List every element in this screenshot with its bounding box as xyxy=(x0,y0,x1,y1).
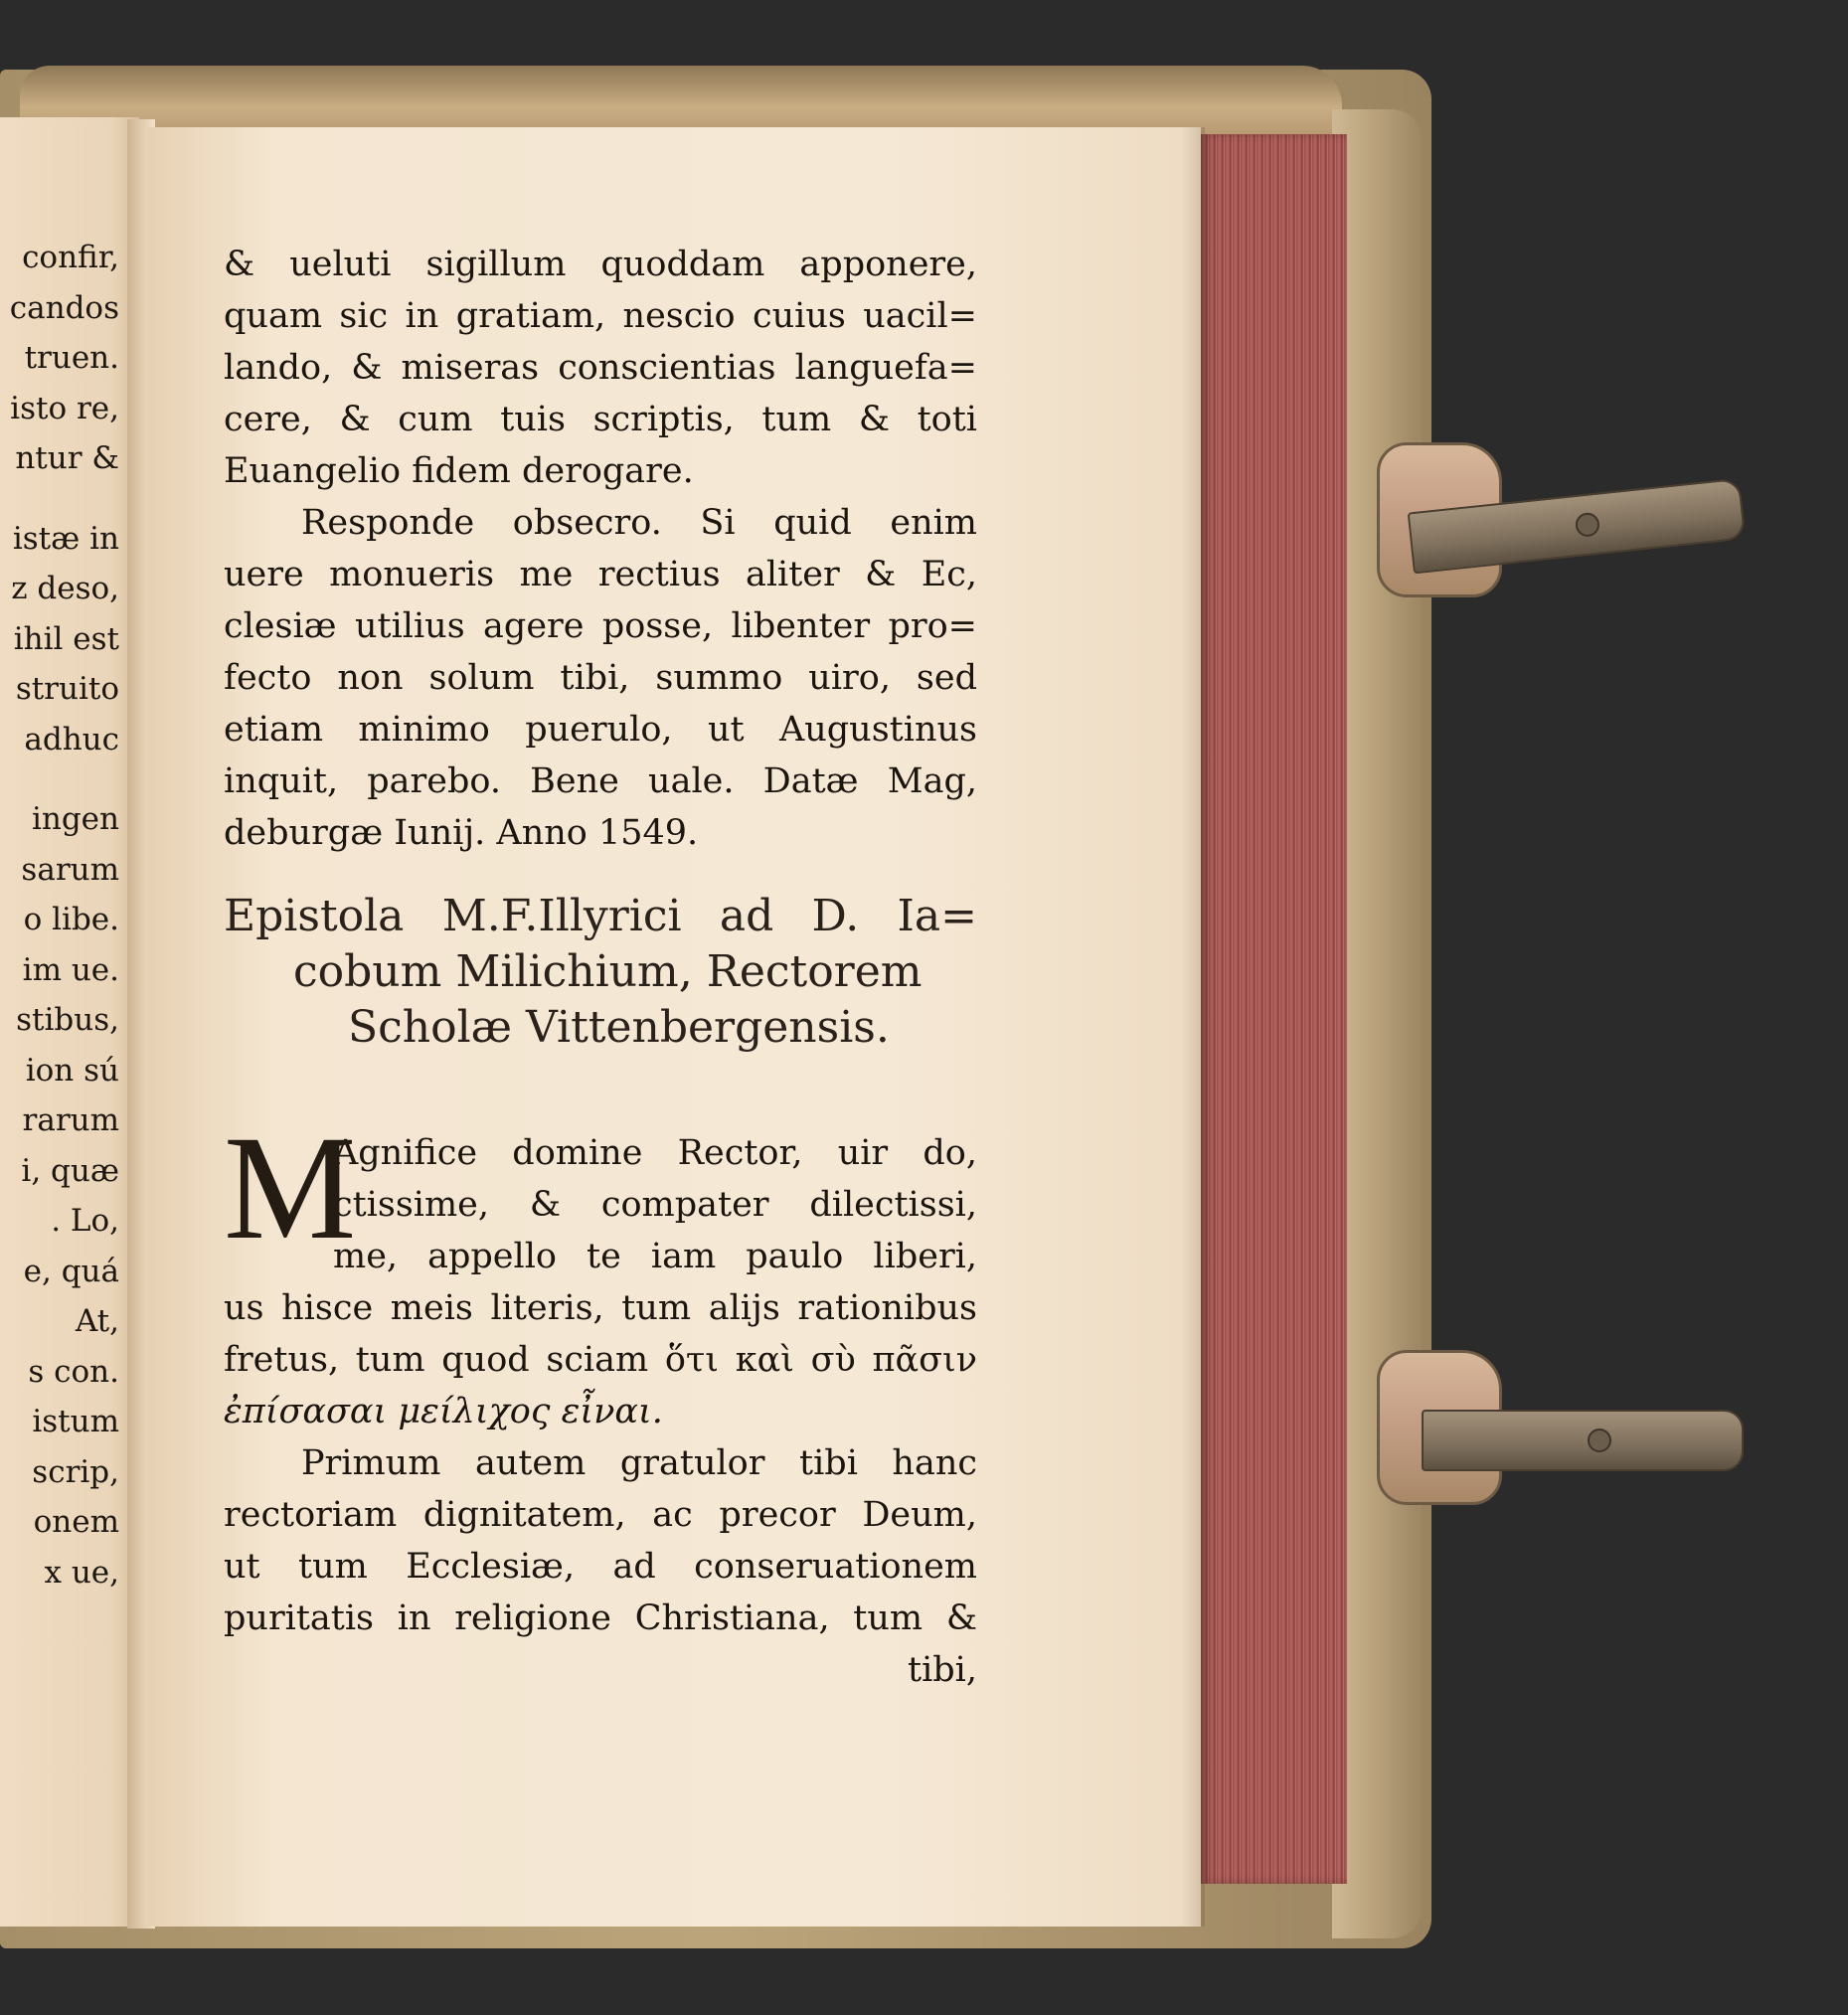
text-line: quam sic in gratiam, nescio cuius uacil= xyxy=(224,296,977,336)
heading-line-3: Scholæ Vittenbergensis. xyxy=(348,1002,890,1053)
left-gap xyxy=(0,764,119,794)
text-line: us hisce meis literis, tum alijs rationibus xyxy=(224,1288,977,1328)
rivet-icon xyxy=(1575,512,1600,538)
left-line: ntur & xyxy=(15,440,119,476)
letter-body xyxy=(224,1105,977,1437)
left-line: istæ in xyxy=(12,520,119,557)
lower-clasp-strap xyxy=(1422,1410,1744,1471)
greek-line: ἐπίσασαι μείλιχος εἶναι. xyxy=(224,1392,663,1431)
left-line: x ue, xyxy=(44,1554,119,1591)
text-line: & ueluti sigillum quoddam apponere, xyxy=(224,245,977,284)
left-line: At, xyxy=(75,1303,119,1339)
paragraph-1 xyxy=(224,239,977,497)
text-line: ut tum Ecclesiæ, ad conseruationem xyxy=(224,1547,977,1587)
heading-line-2: cobum Milichium, Rectorem xyxy=(293,946,923,997)
text-line: Agnifice domine Rector, uir do, xyxy=(333,1133,977,1173)
catchword: tibi, xyxy=(908,1650,977,1690)
left-line: truen. xyxy=(24,340,119,376)
left-line: onem xyxy=(33,1504,119,1540)
letter-heading xyxy=(224,889,977,1056)
text-line: Euangelio fidem derogare. xyxy=(224,451,694,491)
left-line: adhuc xyxy=(24,721,119,757)
left-line: im ue. xyxy=(22,951,119,988)
text-line: Primum autem gratulor tibi hanc xyxy=(301,1443,977,1483)
text-line: cere, & cum tuis scriptis, tum & toti xyxy=(224,400,977,439)
paragraph-2 xyxy=(224,497,977,859)
text-line: clesiæ utilius agere posse, libenter pro= xyxy=(224,606,977,646)
text-line: lando, & miseras conscientias languefa= xyxy=(224,348,977,388)
left-line: istum xyxy=(32,1404,119,1439)
left-line: i, quæ xyxy=(21,1152,119,1189)
text-line: deburgæ Iunij. Anno 1549. xyxy=(224,813,699,853)
left-line: . Lo, xyxy=(51,1203,119,1239)
left-line: ingen xyxy=(31,801,119,837)
left-line: struito xyxy=(15,671,119,707)
left-line: confir, xyxy=(22,240,119,275)
text-line: inquit, parebo. Bene uale. Datæ Mag, xyxy=(224,761,977,801)
left-line: isto re, xyxy=(10,390,119,426)
text-line: Responde obsecro. Si quid enim xyxy=(301,503,977,543)
left-line: z deso, xyxy=(11,571,119,606)
left-line: ion sú xyxy=(25,1052,119,1089)
text-line: fecto non solum tibi, summo uiro, sed xyxy=(224,658,977,698)
left-line: stibus, xyxy=(16,1002,119,1038)
red-page-edges xyxy=(1201,134,1347,1884)
left-line: s con. xyxy=(28,1353,119,1390)
paragraph-3 xyxy=(224,1437,977,1696)
text-line: ctissime, & compater dilectissi, xyxy=(333,1185,977,1225)
left-line: sarum xyxy=(21,851,119,888)
page-shadow xyxy=(1181,127,1205,1927)
left-page-text xyxy=(0,233,119,1597)
left-gap xyxy=(0,484,119,514)
heading-line-1: Epistola M.F.Illyrici ad D. Ia= xyxy=(224,891,977,941)
text-line: puritatis in religione Christiana, tum & xyxy=(224,1598,977,1638)
left-line: candos xyxy=(9,289,119,326)
text-line: rectoriam dignitatem, ac precor Deum, xyxy=(224,1495,977,1535)
cover-top-edge xyxy=(20,66,1342,135)
left-line: scrip, xyxy=(32,1453,119,1490)
left-line: rarum xyxy=(22,1102,119,1138)
left-line: e, quá xyxy=(23,1253,119,1289)
drop-cap-initial: M xyxy=(224,1105,357,1270)
text-line: me, appello te iam paulo liberi, xyxy=(333,1237,977,1276)
text-line: etiam minimo puerulo, ut Augustinus xyxy=(224,710,977,750)
text-line: uere monueris me rectius aliter & Ec, xyxy=(224,555,977,594)
text-line: fretus, tum quod sciam ὅτι καὶ σὺ πᾶσιν xyxy=(224,1340,977,1380)
right-page-text xyxy=(224,239,977,1696)
rivet-icon xyxy=(1588,1428,1611,1452)
left-line: o libe. xyxy=(23,902,119,937)
left-line: ihil est xyxy=(13,620,119,657)
